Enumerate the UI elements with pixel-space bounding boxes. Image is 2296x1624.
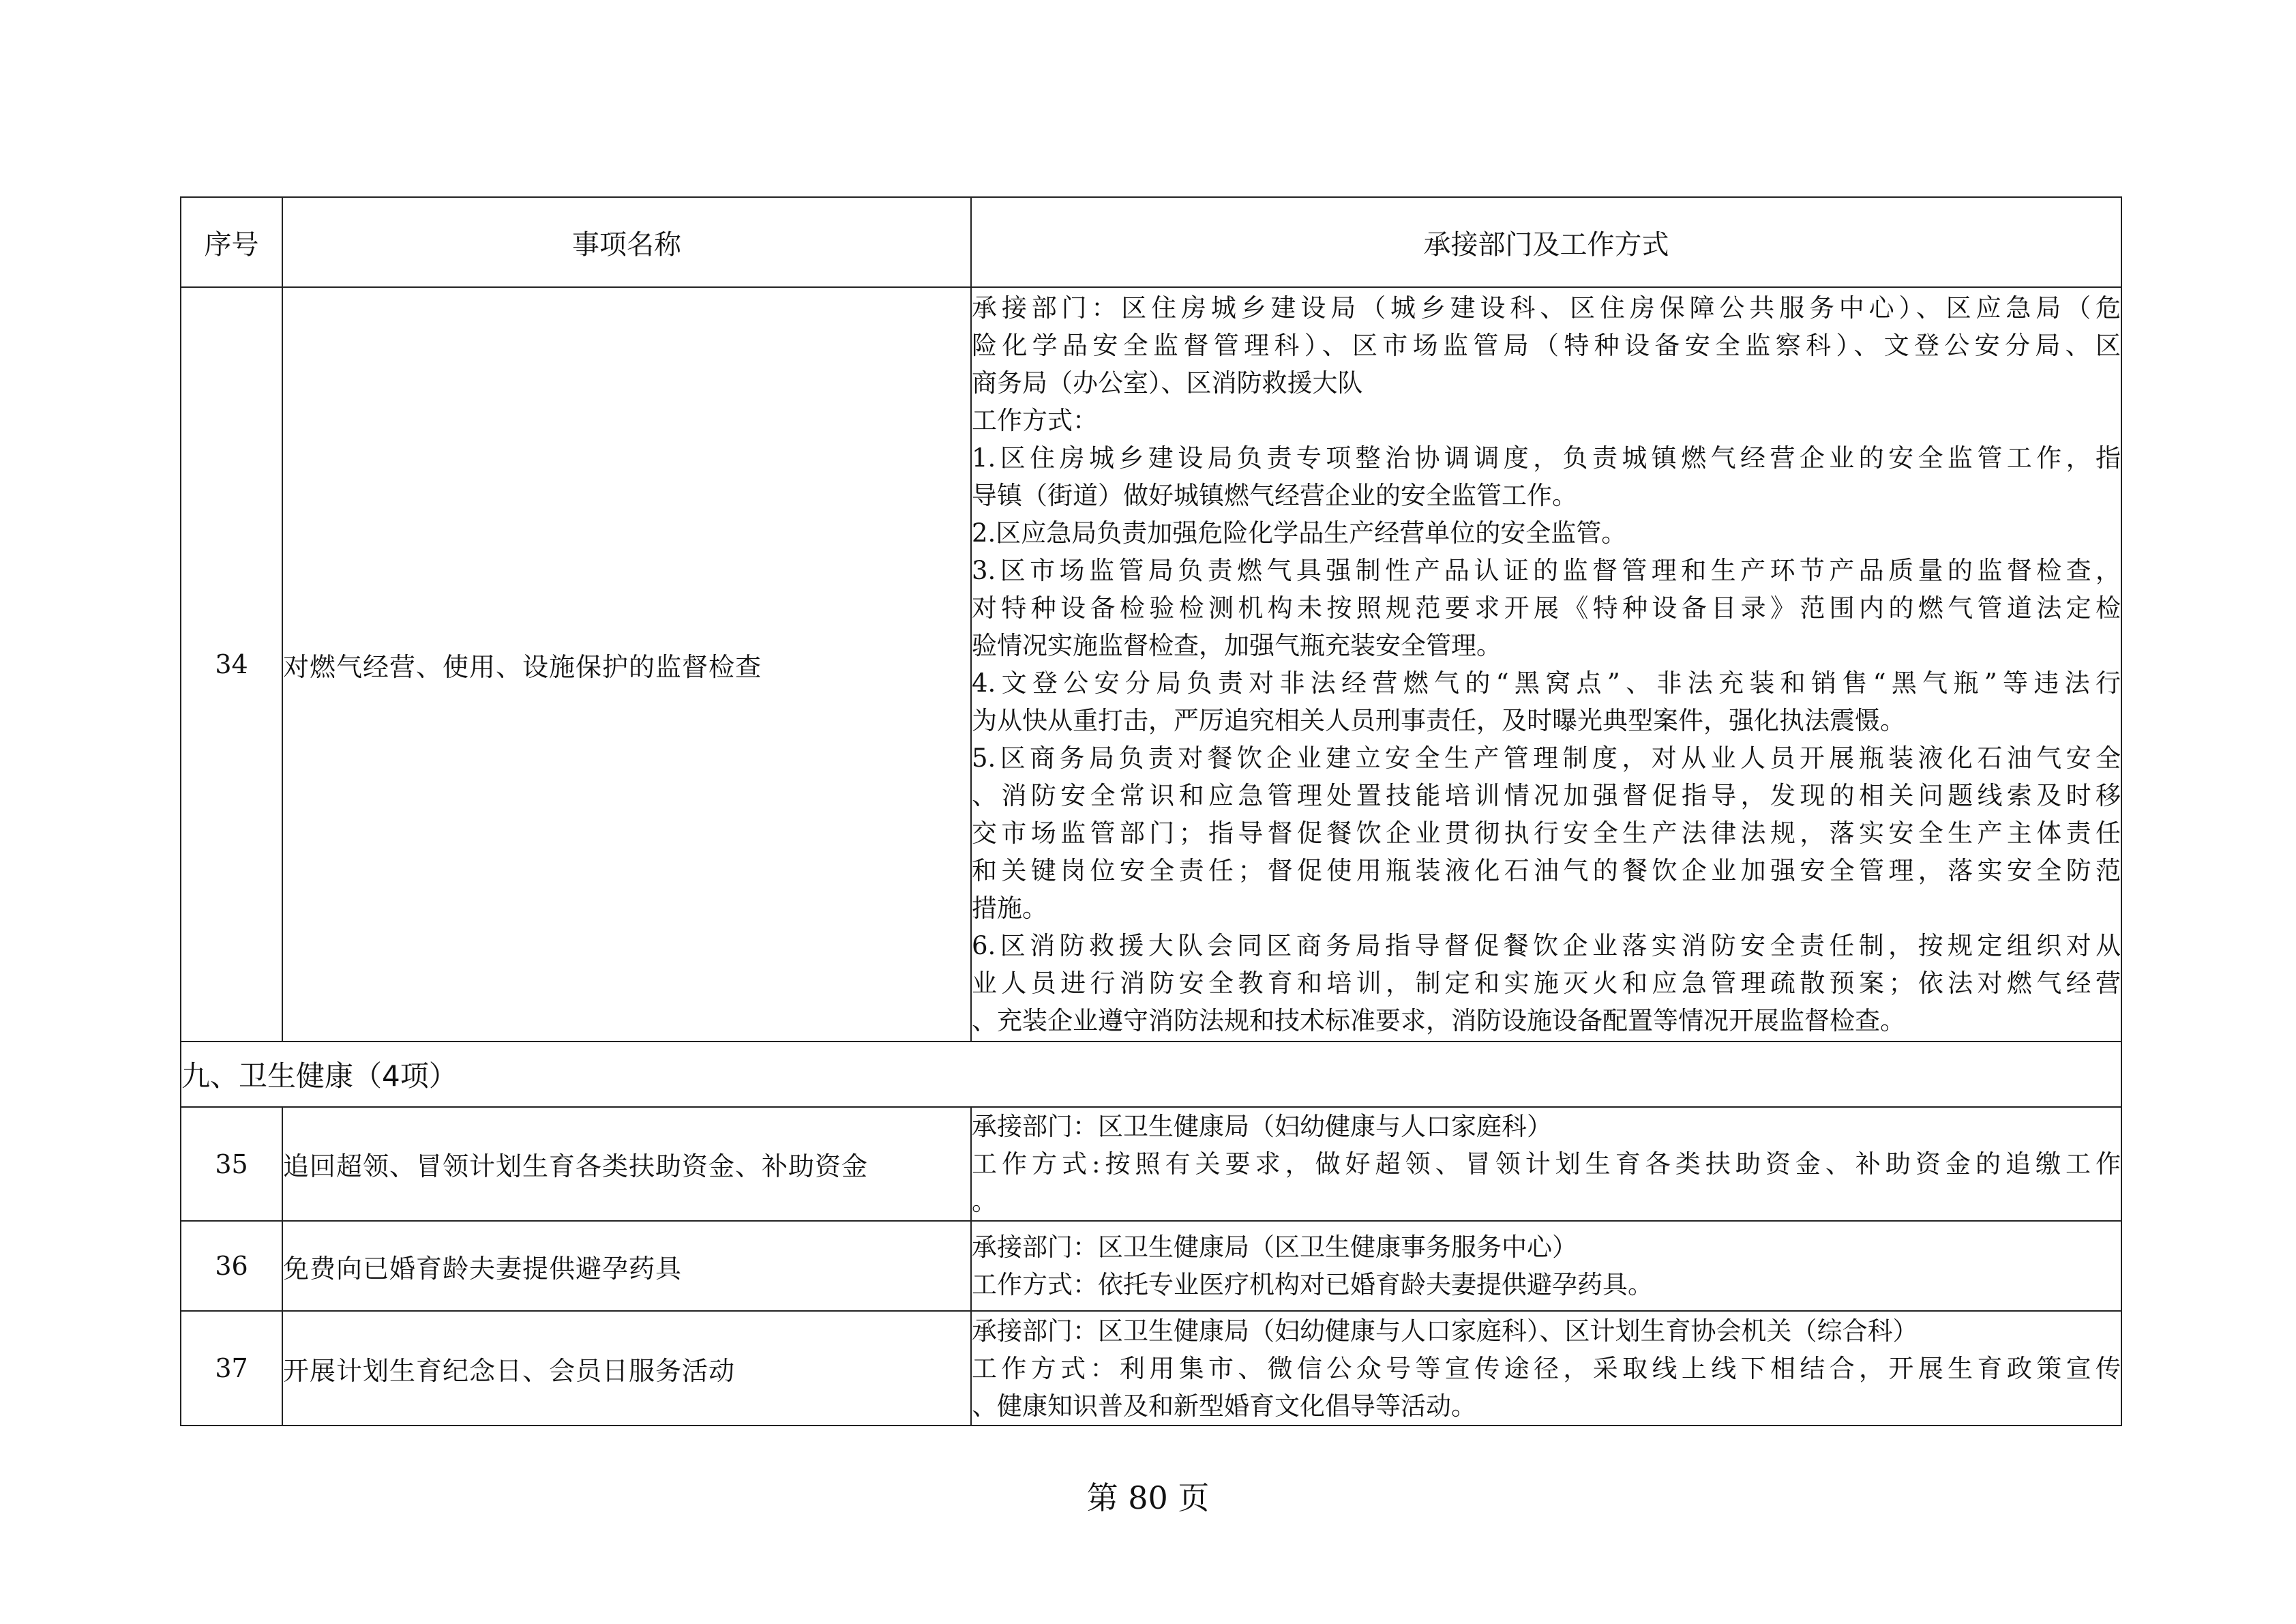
method-line: 导镇（街道）做好城镇燃气经营企业的安全监管工作。 — [972, 481, 1577, 510]
method-line: 商务局（办公室）、区消防救援大队 — [972, 368, 1363, 398]
header-no: 序号 — [181, 197, 282, 287]
method-line: 5.区商务局负责对餐饮企业建立安全生产管理制度，对从业人员开展瓶装液化石油气安全 — [972, 743, 2121, 773]
method-line: 承接部门：区卫生健康局（妇幼健康与人口家庭科） — [972, 1112, 1552, 1141]
method-line: 工作方式:按照有关要求，做好超领、冒领计划生育各类扶助资金、补助资金的追缴工作 — [972, 1149, 2121, 1179]
table-row — [181, 1107, 2121, 1221]
method-line: 承接部门：区卫生健康局（区卫生健康事务服务中心） — [972, 1232, 1577, 1262]
row-dept-method — [971, 1221, 2121, 1311]
method-line: 6.区消防救援大队会同区商务局指导督促餐饮企业落实消防安全责任制，按规定组织对从 — [972, 931, 2121, 960]
row-no: 34 — [181, 287, 282, 1042]
section-heading: 九、卫生健康（4项） — [181, 1042, 2121, 1107]
method-line: 、健康知识普及和新型婚育文化倡导等活动。 — [972, 1391, 1476, 1421]
method-line: 工作方式：利用集市、微信公众号等宣传途径，采取线上线下相结合，开展生育政策宣传 — [972, 1353, 2121, 1383]
header-dept-method: 承接部门及工作方式 — [971, 197, 2121, 287]
method-line: 对特种设备检验检测机构未按照规范要求开展《特种设备目录》范围内的燃气管道法定检 — [972, 593, 2121, 623]
method-line: 。 — [972, 1187, 997, 1216]
method-line: 、消防安全常识和应急管理处置技能培训情况加强督促指导，发现的相关问题线索及时移 — [972, 781, 2121, 810]
table-row — [181, 1221, 2121, 1311]
row-item-name: 追回超领、冒领计划生育各类扶助资金、补助资金 — [282, 1107, 971, 1221]
row-no: 36 — [181, 1221, 282, 1311]
method-line: 1.区住房城乡建设局负责专项整治协调调度，负责城镇燃气经营企业的安全监管工作，指 — [972, 443, 2121, 473]
method-line: 3.区市场监管局负责燃气具强制性产品认证的监督管理和生产环节产品质量的监督检查， — [972, 556, 2121, 585]
method-line: 交市场监管部门；指导督促餐饮企业贯彻执行安全生产法律法规，落实安全生产主体责任 — [972, 818, 2121, 848]
method-line: 4.文登公安分局负责对非法经营燃气的“黑窝点”、非法充装和销售“黑气瓶”等违法行 — [972, 668, 2121, 698]
method-line: 承接部门：区住房城乡建设局（城乡建设科、区住房保障公共服务中心）、区应急局（危 — [972, 293, 2121, 323]
row-item-name: 对燃气经营、使用、设施保护的监督检查 — [282, 287, 971, 1042]
method-line: 、充装企业遵守消防法规和技术标准要求，消防设施设备配置等情况开展监督检查。 — [972, 1006, 1905, 1035]
row-dept-method — [971, 1311, 2121, 1426]
method-line: 2.区应急局负责加强危险化学品生产经营单位的安全监管。 — [972, 518, 1627, 548]
header-item-name: 事项名称 — [282, 197, 971, 287]
row-item-name: 免费向已婚育龄夫妻提供避孕药具 — [282, 1221, 971, 1311]
section-row — [181, 1042, 2121, 1107]
page-number: 第 80 页 — [1086, 1479, 1210, 1516]
method-line: 业人员进行消防安全教育和培训，制定和实施灭火和应急管理疏散预案；依法对燃气经营 — [972, 969, 2121, 998]
table-row — [181, 287, 2121, 1042]
method-line: 承接部门：区卫生健康局（妇幼健康与人口家庭科）、区计划生育协会机关（综合科） — [972, 1316, 1918, 1346]
method-line: 措施。 — [972, 894, 1047, 923]
row-no: 37 — [181, 1311, 282, 1426]
table-header-row — [181, 197, 2121, 287]
row-dept-method — [971, 1107, 2121, 1221]
method-line: 为从快从重打击，严厉追究相关人员刑事责任，及时曝光典型案件，强化执法震慑。 — [972, 706, 1905, 735]
service-items-table — [180, 196, 2122, 1426]
method-line: 验情况实施监督检查，加强气瓶充装安全管理。 — [972, 631, 1502, 660]
row-no: 35 — [181, 1107, 282, 1221]
method-line: 工作方式： — [972, 406, 1098, 435]
method-line: 工作方式：依托专业医疗机构对已婚育龄夫妻提供避孕药具。 — [972, 1270, 1653, 1299]
table-row — [181, 1311, 2121, 1426]
row-item-name: 开展计划生育纪念日、会员日服务活动 — [282, 1311, 971, 1426]
method-line: 险化学品安全监督管理科）、区市场监管局（特种设备安全监察科）、文登公安分局、区 — [972, 331, 2121, 360]
row-dept-method — [971, 287, 2121, 1042]
method-line: 和关键岗位安全责任；督促使用瓶装液化石油气的餐饮企业加强安全管理，落实安全防范 — [972, 856, 2121, 885]
